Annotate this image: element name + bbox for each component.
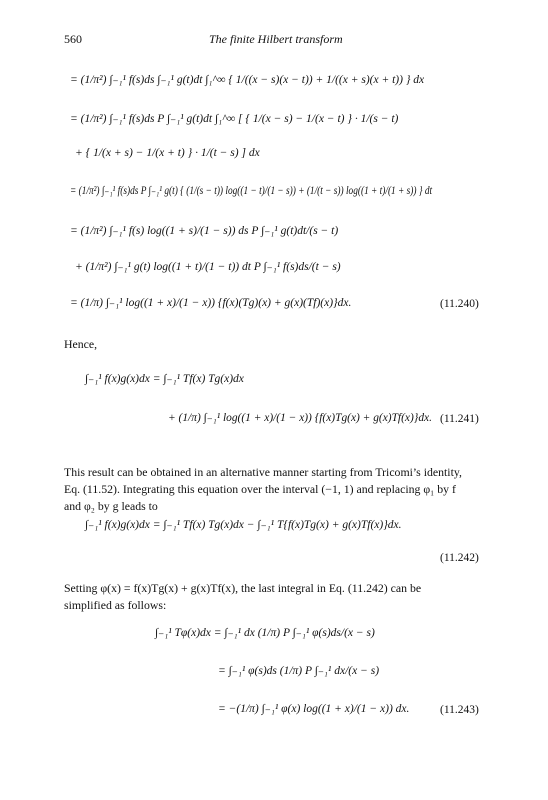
paragraph-line: Eq. (11.52). Integrating this equation over the interval (−1, 1) and replacing φ₁ by f (64, 482, 456, 496)
paragraph-line: simplified as follows: (64, 598, 167, 612)
equation-line: ∫₋₁¹ f(x)g(x)dx = ∫₋₁¹ Tf(x) Tg(x)dx (85, 373, 244, 385)
page-number: 560 (64, 32, 82, 46)
equation-number: (11.242) (440, 552, 479, 564)
equation-line: = (1/π) ∫₋₁¹ log((1 + x)/(1 − x)) {f(x)(Tg)(x) + g(x)(Tf)(x)}dx. (70, 297, 352, 309)
equation-line: ∫₋₁¹ f(x)g(x)dx = ∫₋₁¹ Tf(x) Tg(x)dx − ∫₋₁¹ T{f(x)Tg(x) + g(x)Tf(x)}dx. (85, 519, 402, 531)
equation-line: + { 1/(x + s) − 1/(x + t) } · 1/(t − s) ] dx (75, 147, 260, 159)
equation-line: ∫₋₁¹ Tφ(x)dx = ∫₋₁¹ dx (1/π) P ∫₋₁¹ φ(s)ds/(x − s) (155, 627, 375, 639)
equation-number: (11.240) (440, 298, 479, 310)
equation-line: = (1/π²) ∫₋₁¹ f(s) log((1 + s)/(1 − s)) ds P ∫₋₁¹ g(t)dt/(s − t) (70, 225, 339, 237)
equation-line: = (1/π²) ∫₋₁¹ f(s)ds P ∫₋₁¹ g(t)dt ∫₁^∞ [ { 1/(x − s) − 1/(x − t) } · 1/(s − t) (70, 113, 399, 125)
paragraph-line: This result can be obtained in an alternative manner starting from Tricomi’s identity, (64, 465, 462, 479)
paragraph-line: and φ₂ by g leads to (64, 499, 158, 513)
paragraph-line: Setting φ(x) = f(x)Tg(x) + g(x)Tf(x), the last integral in Eq. (11.242) can be (64, 581, 422, 595)
equation-line: + (1/π) ∫₋₁¹ log((1 + x)/(1 − x)) {f(x)Tg(x) + g(x)Tf(x)}dx. (168, 412, 432, 424)
equation-line: = −(1/π) ∫₋₁¹ φ(x) log((1 + x)/(1 − x)) dx. (218, 703, 410, 715)
equation-line: = (1/π²) ∫₋₁¹ f(s)ds P ∫₋₁¹ g(t) { (1/(s − t)) log((1 − t)/(1 − s)) + (1/(t − s)) log((1 + t)/(1 + s)) } dt (70, 185, 433, 197)
running-title: The finite Hilbert transform (209, 32, 343, 46)
equation-line: = ∫₋₁¹ φ(s)ds (1/π) P ∫₋₁¹ dx/(x − s) (218, 665, 380, 677)
equation-line: + (1/π²) ∫₋₁¹ g(t) log((1 + t)/(1 − t)) dt P ∫₋₁¹ f(s)ds/(t − s) (75, 261, 341, 273)
equation-number: (11.241) (440, 413, 479, 425)
page-header (64, 32, 484, 48)
equation-number: (11.243) (440, 704, 479, 716)
equation-line: = (1/π²) ∫₋₁¹ f(s)ds ∫₋₁¹ g(t)dt ∫₁^∞ { 1/((x − s)(x − t)) + 1/((x + s)(x + t)) } dx (70, 74, 425, 86)
paragraph: Hence, (64, 337, 98, 351)
